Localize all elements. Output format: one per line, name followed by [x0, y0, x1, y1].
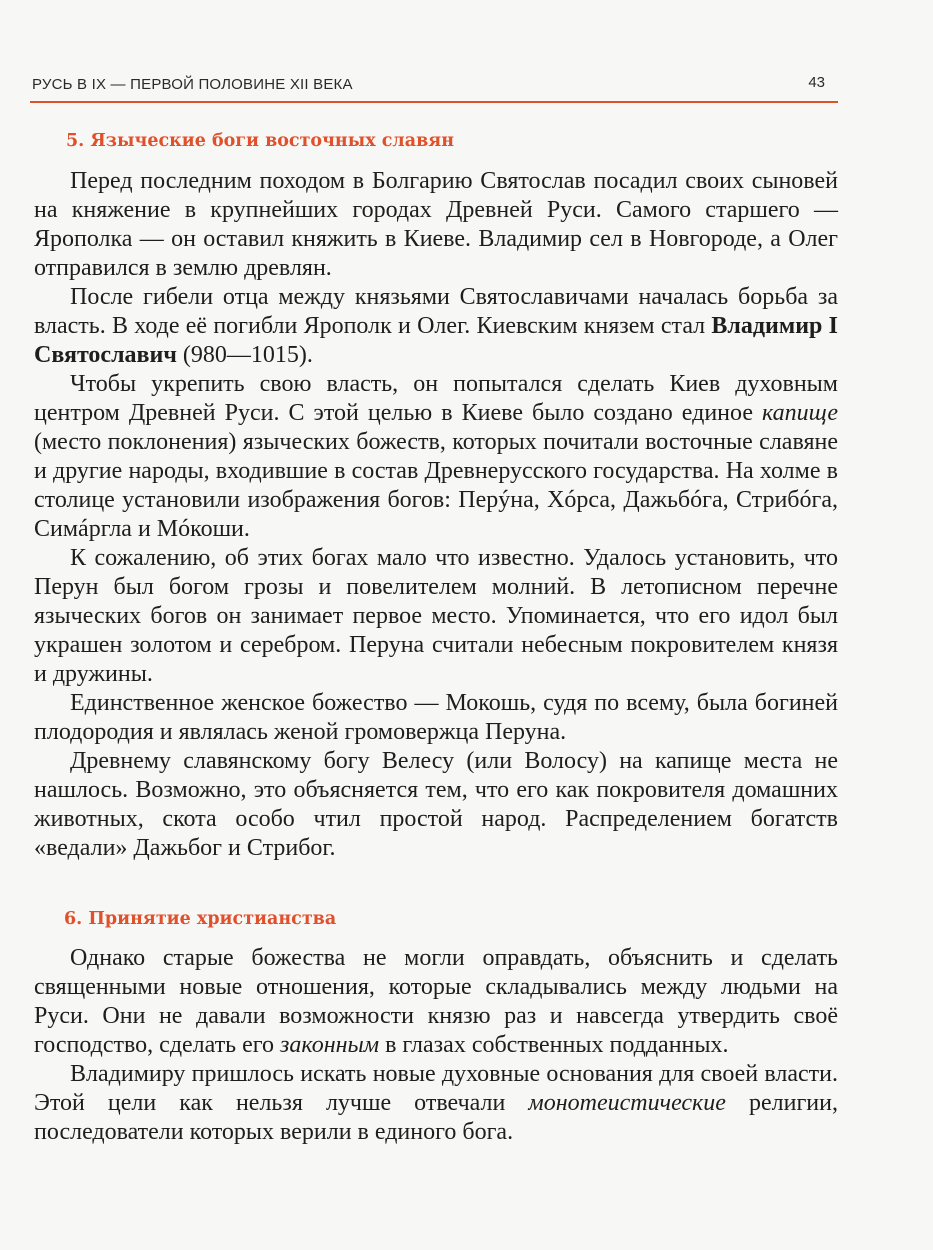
- paragraph: Чтобы укрепить свою власть, он попытался сделать Киев духовным центром Древней Руси. С этой целью в Киеве было создано единое капище (место поклонения) языческих божеств, которых почитали восточные славяне и другие народы, входившие в состав Древнерусского государства. На холме в столице установили изображения богов: Перýна, Хóрса, Дажьбóга, Стрибóга, Симáргла и Мóкоши.: [34, 371, 838, 542]
- ruler-name: Владимир I Святославич: [34, 313, 838, 368]
- term-italic: монотеистические: [528, 1090, 726, 1116]
- section-6-body: [34, 944, 838, 1147]
- paragraph: Единственное женское божество — Мокошь, судя по всему, была богиней плодородия и являлась женой громовержца Перуна.: [34, 690, 838, 745]
- section-5-body: [34, 167, 838, 863]
- paragraph: Древнему славянскому богу Велесу (или Волосу) на капище места не нашлось. Возможно, это объясняется тем, что его как покровителя домашних животных, скота особо чтил простой народ. Распределением богатств «ведали» Дажьбог и Стрибог.: [34, 748, 838, 861]
- paragraph: После гибели отца между князьями Святославичами началась борьба за власть. В ходе её погибли Ярополк и Олег. Киевским князем стал Владимир I Святославич (980—1015).: [34, 284, 838, 368]
- section-5-heading: 5. Языческие боги восточных славян: [66, 131, 455, 151]
- paragraph: К сожалению, об этих богах мало что известно. Удалось установить, что Перун был богом грозы и повелителем молний. В летописном перечне языческих богов он занимает первое место. Упоминается, что его идол был украшен золотом и серебром. Перуна считали небесным покровителем князя и дружины.: [34, 545, 838, 687]
- running-title: РУСЬ В IX — ПЕРВОЙ ПОЛОВИНЕ XII ВЕКА: [32, 76, 353, 93]
- header-rule: [30, 101, 838, 103]
- section-6-heading: 6. Принятие христианства: [64, 909, 337, 929]
- page-number: 43: [808, 74, 825, 91]
- term-italic: законным: [280, 1032, 380, 1058]
- paragraph: Однако старые божества не могли оправдать, объяснить и сделать священными новые отношения, которые складывались между людьми на Руси. Они не давали возможности князю раз и навсегда утвердить своё господство, сделать его законным в глазах собственных подданных.: [34, 945, 838, 1058]
- term-italic: капище: [762, 400, 838, 426]
- paragraph: Владимиру пришлось искать новые духовные основания для своей власти. Этой цели как нельзя лучше отвечали монотеистические религии, последователи которых верили в единого бога.: [34, 1061, 838, 1145]
- paragraph: Перед последним походом в Болгарию Святослав посадил своих сыновей на княжение в крупнейших городах Древней Руси. Самого старшего — Ярополка — он оставил княжить в Киеве. Владимир сел в Новгороде, а Олег отправился в землю древлян.: [34, 168, 838, 281]
